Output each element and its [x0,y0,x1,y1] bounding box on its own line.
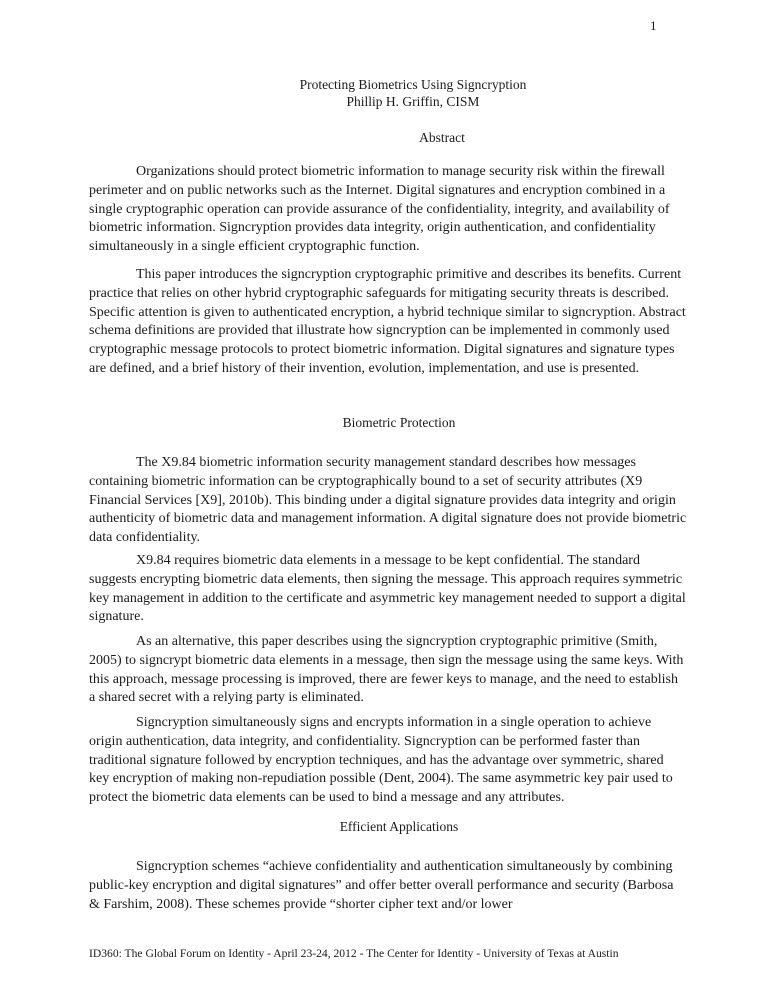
efficient-paragraph-1: Signcryption schemes “achieve confidentiality and authentication simultaneously by combining public-key encryption and digital signatures” and offer better overall performance and security (Barbosa & Farshim, 2008). These schemes provide “shorter cipher text and/or lower [89,859,674,912]
section-heading-biometric-protection [0,414,768,431]
paper-title: Protecting Biometrics Using Signcryption [299,77,527,92]
biometric-paragraph-2: X9.84 requires biometric data elements in a message to be kept confidential. The standard suggests encrypting biometric data elements, then signing the message. This approach requires symmetric key management in addition to the certificate and asymmetric key management needed to support a digital signature. [89,553,686,625]
biometric-paragraph-4: Signcryption simultaneously signs and encrypts information in a single operation to achieve origin authentication, data integrity, and confidentiality. Signcryption can be performed faster than traditional signature followed by encryption techniques, and has the advantage over symmetric, shared key encryption of making non-repudiation possible (Dent, 2004). The same asymmetric key pair used to protect the biometric data elements can be used to bind a message and any attributes. [89,715,673,806]
abstract-paragraph-2: This paper introduces the signcryption cryptographic primitive and describes its benefits. Current practice that relies on other hybrid cryptographic safeguards for mitigating security threats is described. Specific attention is given to authenticated encryption, a hybrid technique similar to signcryption. Abstract schema definitions are provided that illustrate how signcryption can be implemented in commonly used cryptographic message protocols to protect biometric information. Digital signatures and signature types are defined, and a brief history of their invention, evolution, implementation, and use is presented. [89,267,686,376]
abstract-paragraph-1: Organizations should protect biometric information to manage security risk within the firewall perimeter and on public networks such as the Internet. Digital signatures and encryption combined in a single cryptographic operation can provide assurance of the confidentiality, integrity, and availability of biometric information. Signcryption provides data integrity, origin authentication, and confidentiality simultaneously in a single efficient cryptographic function. [89,164,670,255]
paper-author: Phillip H. Griffin, CISM [346,94,480,109]
section-heading-text: Efficient Applications [339,819,459,834]
page-footer: ID360: The Global Forum on Identity - April 23-24, 2012 - The Center for Identity - University of Texas at Austin [89,947,619,960]
paper-header [0,76,768,110]
abstract-heading-text: Abstract [419,130,465,145]
section-heading-efficient-applications [0,818,768,835]
biometric-paragraph-3: As an alternative, this paper describes using the signcryption cryptographic primitive (Smith, 2005) to signcrypt biometric data elements in a message, then sign the message using the same keys. With this approach, message processing is improved, there are fewer keys to manage, and the need to establish a shared secret with a relying party is eliminated. [89,634,684,706]
biometric-paragraph-1: The X9.84 biometric information security management standard describes how messages containing biometric information can be cryptographically bound to a set of security attributes (X9 Financial Services [X9], 2010b). This binding under a digital signature provides data integrity and origin authenticity of biometric data and management information. A digital signature does not provide biometric data confidentiality. [89,455,687,546]
page-number: 1 [650,18,657,33]
section-heading-text: Biometric Protection [342,415,456,430]
abstract-heading [0,129,768,146]
